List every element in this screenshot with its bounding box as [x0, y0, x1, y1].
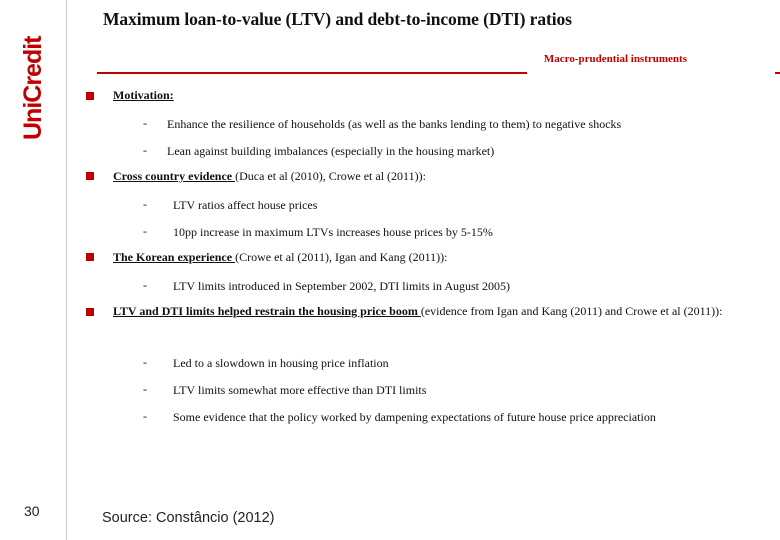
sub-bullet-dash: - [143, 355, 147, 369]
bullet-heading: LTV and DTI limits helped restrain the housing price boom [113, 304, 421, 318]
bullet-item-limits-restrain [113, 300, 761, 323]
sub-bullet-dash: - [143, 382, 147, 396]
sub-bullet-dash: - [143, 224, 147, 238]
sub-bullet-dash: - [143, 143, 147, 157]
bullet-text: (Crowe et al (2011), Igan and Kang (2011)): [235, 250, 448, 264]
sub-bullet-dash: - [143, 116, 147, 130]
section-label: Macro-prudential instruments [543, 53, 687, 65]
sub-bullet-item: Some evidence that the policy worked by dampening expectations of future house price appreciation [173, 410, 656, 424]
sub-bullet-item: LTV ratios affect house prices [173, 198, 318, 212]
bullet-item-motivation [113, 88, 174, 103]
bullet-marker [86, 253, 94, 261]
sub-bullet-item: Led to a slowdown in housing price inflation [173, 356, 389, 370]
bullet-text: (evidence from Igan and Kang (2011) and Crowe et al (2011)): [420, 304, 723, 318]
bullet-text: (Duca et al (2010), Crowe et al (2011)): [235, 169, 426, 183]
source-citation: Source: Constâncio (2012) [102, 510, 275, 526]
unicredit-logo [2, 22, 54, 144]
bullet-marker [86, 172, 94, 180]
bullet-heading: The Korean experience [113, 250, 236, 264]
sidebar-divider [66, 0, 67, 540]
bullet-item-korean-experience [113, 250, 447, 265]
svg-text:UniCredit: UniCredit [19, 36, 47, 140]
page-title: Maximum loan-to-value (LTV) and debt-to-income (DTI) ratios [103, 9, 572, 29]
header-divider [97, 72, 527, 74]
sub-bullet-item: Lean against building imbalances (especially in the housing market) [167, 144, 495, 158]
bullet-marker [86, 308, 94, 316]
bullet-heading: Cross country evidence [113, 169, 236, 183]
sub-bullet-item: Enhance the resilience of households (as well as the banks lending to them) to negative shocks [167, 117, 622, 131]
sub-bullet-dash: - [143, 409, 147, 423]
page-number: 30 [24, 503, 40, 519]
bullet-marker [86, 92, 94, 100]
bullet-item-cross-country [113, 169, 426, 184]
sub-bullet-item: 10pp increase in maximum LTVs increases house prices by 5-15% [173, 225, 493, 239]
sub-bullet-item: LTV limits somewhat more effective than DTI limits [173, 383, 427, 397]
bullet-heading: Motivation: [113, 88, 174, 102]
sub-bullet-dash: - [143, 197, 147, 211]
header-divider-tick [775, 72, 780, 74]
sub-bullet-item: LTV limits introduced in September 2002, DTI limits in August 2005) [173, 279, 510, 293]
sub-bullet-dash: - [143, 278, 147, 292]
